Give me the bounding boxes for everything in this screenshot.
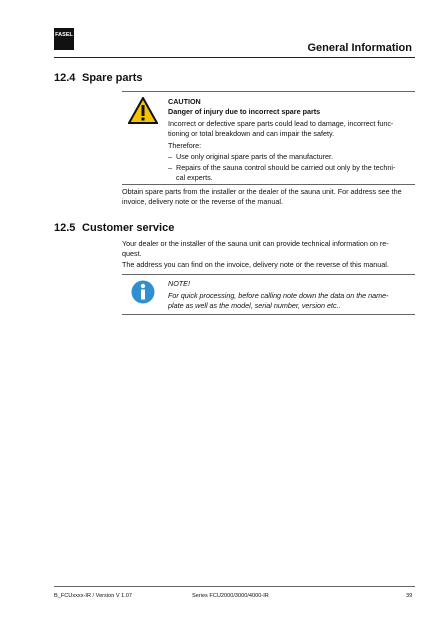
service-paragraph-line: Your dealer or the installer of the sauna unit can provide technical information on re-	[122, 239, 389, 248]
section-title: Spare parts	[82, 72, 143, 84]
note-top-rule	[122, 274, 415, 275]
section-heading-spare-parts	[54, 72, 143, 84]
bullet-dash: –	[168, 152, 172, 161]
caution-text-line: Incorrect or defective spare parts could lead to damage, incorrect func-	[168, 119, 394, 128]
header-rule	[54, 57, 415, 58]
footer-series: Series FCU2000/3000/4000-IR	[192, 593, 269, 599]
caution-bullet	[168, 152, 333, 162]
caution-top-rule	[122, 91, 415, 92]
footer-rule	[54, 586, 415, 587]
note-text-line: plate as well as the model, serial number, version etc..	[168, 301, 341, 310]
note-label: NOTE!	[168, 279, 190, 288]
logo-brand: FASEL	[55, 32, 73, 38]
bullet-text: Repairs of the sauna control should be carried out only by the techni-	[176, 163, 396, 172]
note-text-line: For quick processing, before calling note down the data on the name-	[168, 291, 389, 300]
spare-parts-paragraph-line: Obtain spare parts from the installer or the dealer of the sauna unit. For address see the	[122, 187, 402, 196]
caution-bottom-rule	[122, 184, 415, 185]
section-number: 12.5	[54, 222, 76, 234]
footer-page-number: 39	[406, 593, 413, 599]
spare-parts-paragraph-line: invoice, delivery note or the reverse of the manual.	[122, 197, 284, 206]
caution-label: CAUTION	[168, 97, 201, 106]
caution-text-line: tioning or total breakdown and can impair the safety.	[168, 129, 335, 138]
caution-therefore: Therefore:	[168, 141, 202, 150]
page-header-title: General Information	[307, 42, 412, 54]
caution-bullet	[168, 163, 395, 173]
note-bottom-rule	[122, 314, 415, 315]
service-paragraph-line: quest.	[122, 249, 142, 258]
section-number: 12.4	[54, 72, 76, 84]
bullet-text: Use only original spare parts of the manufacturer.	[176, 152, 334, 161]
caution-bullet-continuation: cal experts.	[176, 173, 213, 182]
section-title: Customer service	[82, 222, 175, 234]
brand-logo	[54, 28, 74, 50]
bullet-dash: –	[168, 163, 172, 172]
caution-heading: Danger of injury due to incorrect spare parts	[168, 107, 321, 116]
section-heading-customer-service	[54, 222, 174, 234]
info-icon	[131, 280, 155, 304]
footer-document-id: B_FCUxxxx-IR / Version V 1.07	[54, 593, 133, 599]
warning-icon	[128, 97, 158, 124]
service-paragraph-line: The address you can find on the invoice, delivery note or the reverse of this manual.	[122, 260, 389, 269]
